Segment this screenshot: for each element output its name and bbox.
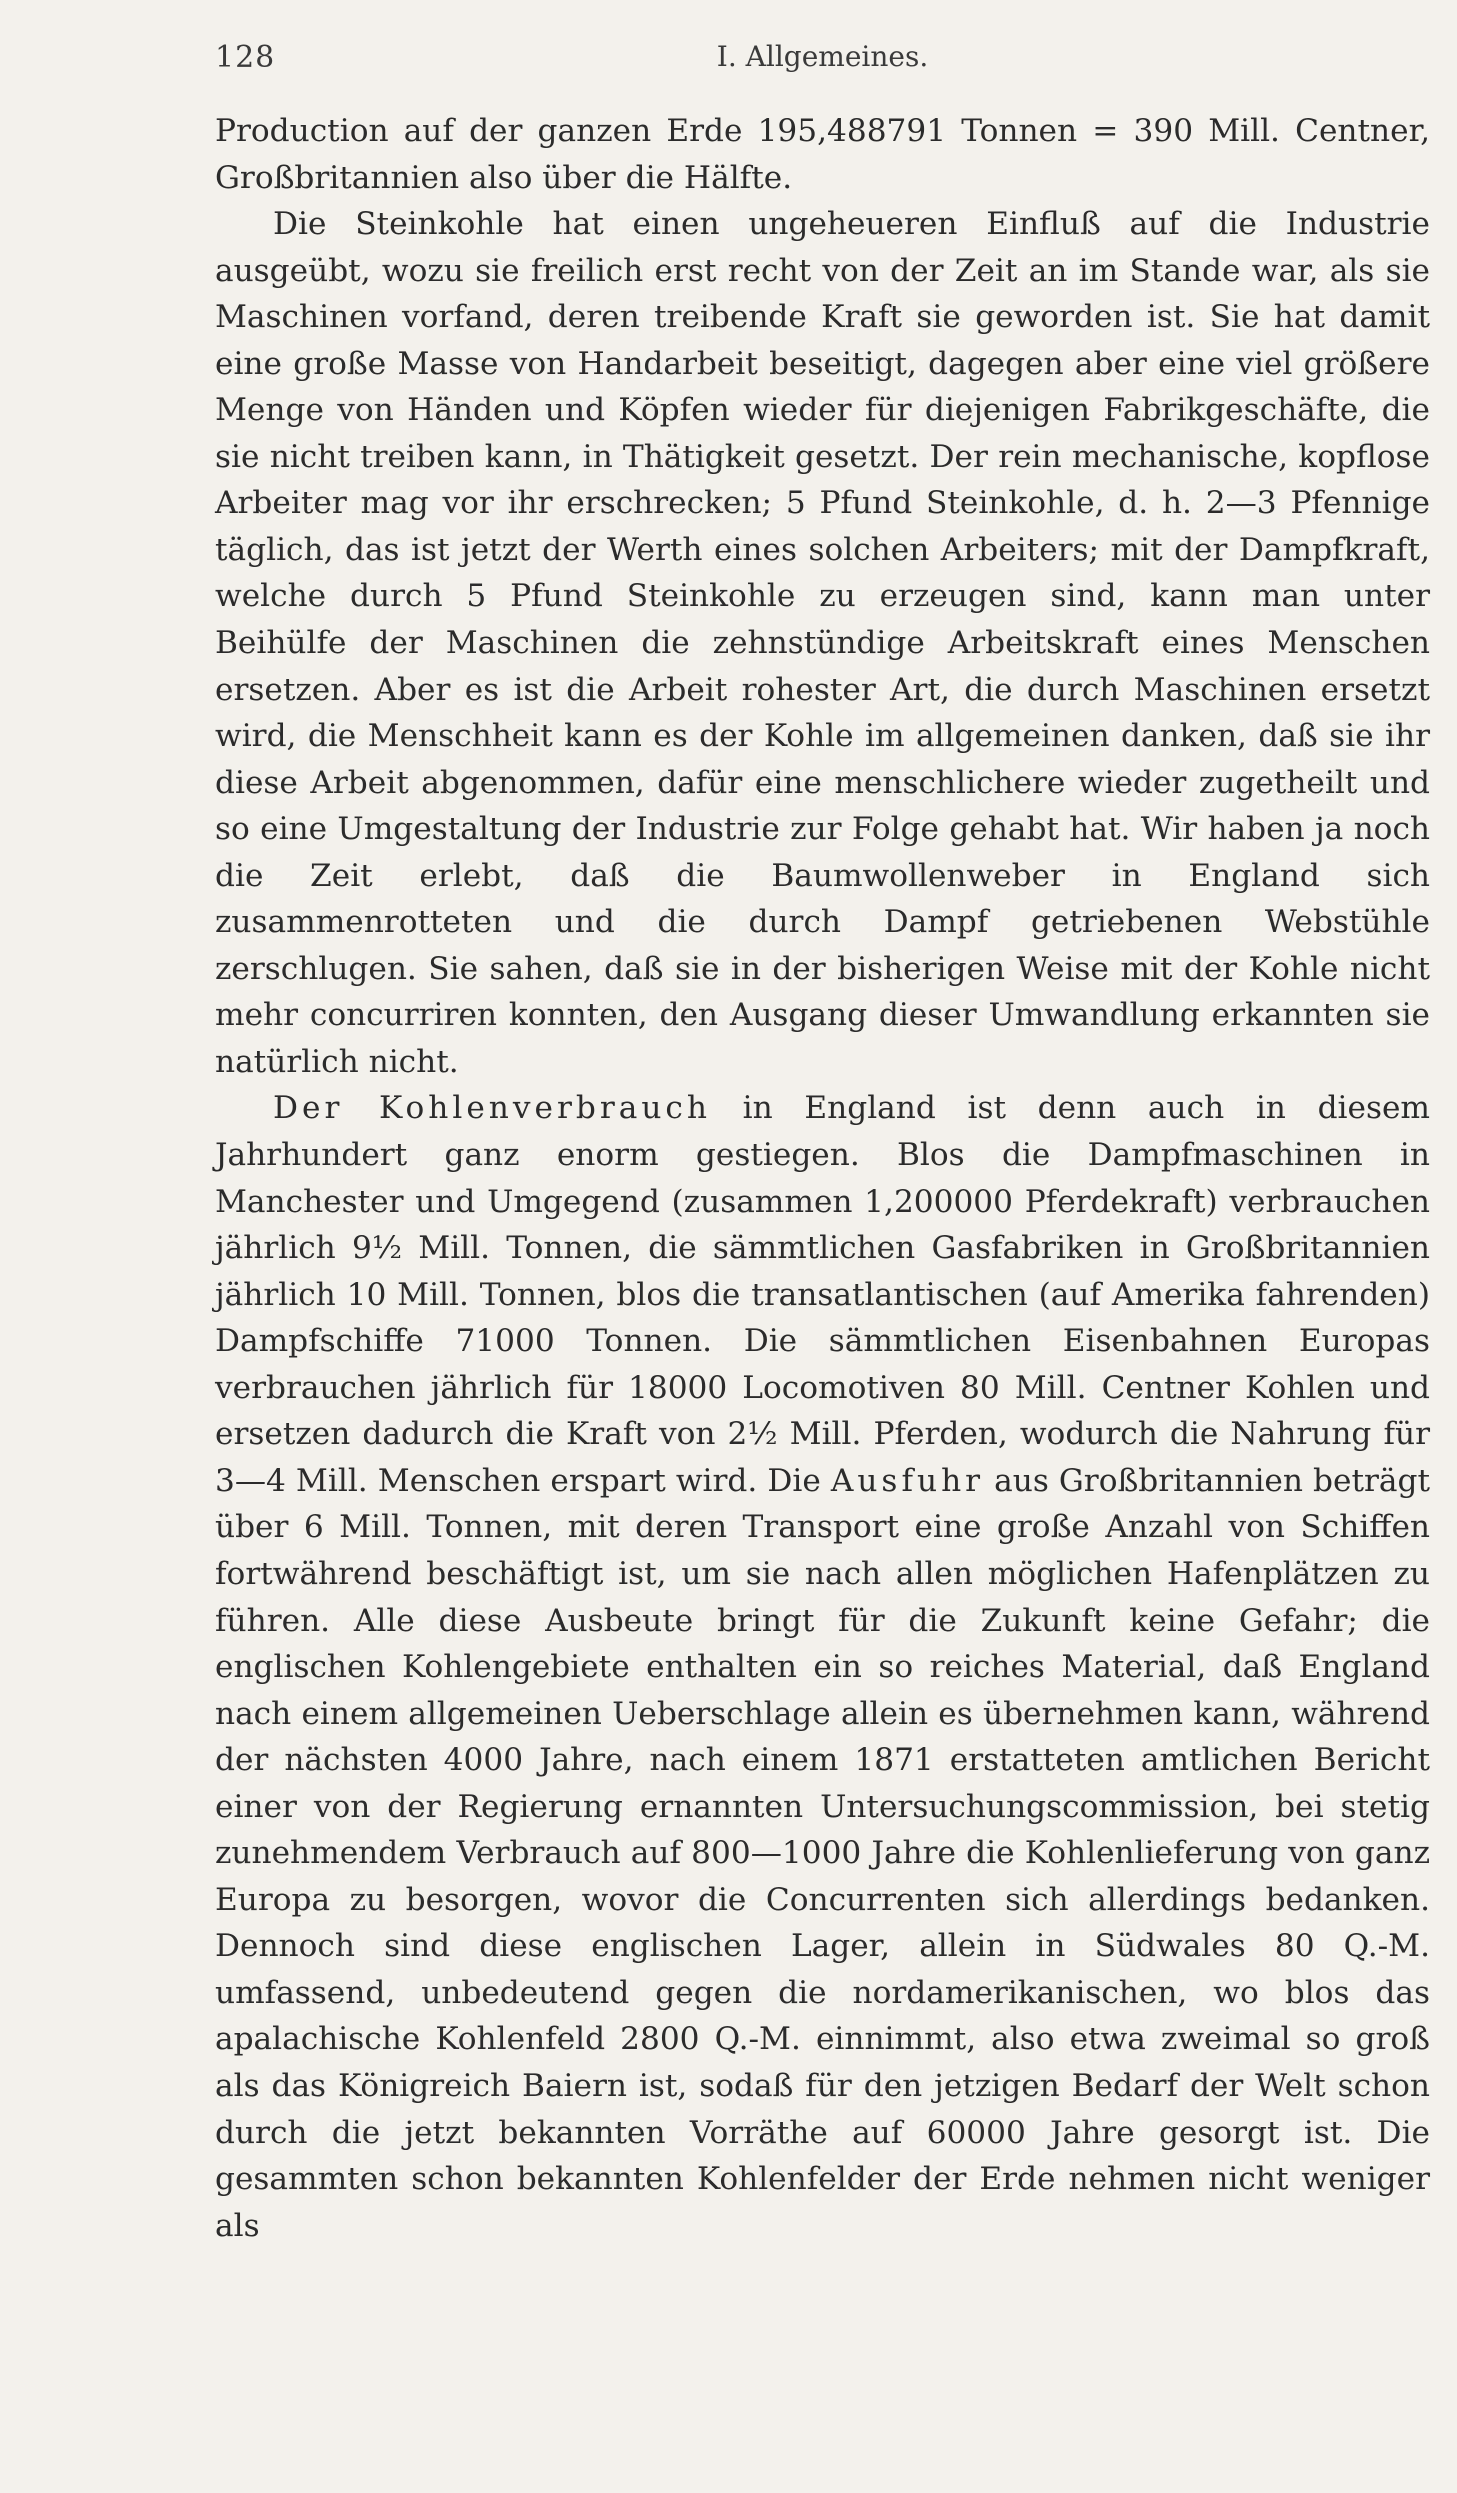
paragraph-lead-spaced: Der Kohlenverbrauch <box>273 1090 711 1127</box>
page-header <box>215 40 1430 100</box>
paragraph-text: Die Steinkohle hat einen ungeheueren Einfluß auf die Industrie ausgeübt, wozu sie freilich erst recht von der Zeit an im Stande war, als sie Maschinen vorfand, deren treibende Kraft sie geworden ist. Sie hat damit eine große Masse von Handarbeit beseitigt, dagegen aber eine viel größere Menge von Händen und Köpfen wieder für diejenigen Fabrikgeschäfte, die sie nicht treiben kann, in Thätigkeit gesetzt. Der rein mechanische, kopflose Arbeiter mag vor ihr erschrecken; 5 Pfund Steinkohle, d. h. 2—3 Pfennige täglich, das ist jetzt der Werth eines solchen Arbeiters; mit der Dampfkraft, welche durch 5 Pfund Steinkohle zu erzeugen sind, kann man unter Beihülfe der Maschinen die zehnstündige Arbeitskraft eines Menschen ersetzen. Aber es ist die Arbeit rohester Art, die durch Maschinen ersetzt wird, die Menschheit kann es der Kohle im allgemeinen danken, daß sie ihr diese Arbeit abgenommen, dafür eine menschlichere wieder zugetheilt und so eine Umgestaltung der Industrie zur Folge gehabt hat. Wir haben ja noch die Zeit erlebt, daß die Baumwollenweber in England sich zusammenrotteten und die durch Dampf getriebenen Webstühle zerschlugen. Sie sahen, daß sie in der bisherigen Weise mit der Kohle nicht mehr concurriren konnten, den Ausgang dieser Umwandlung erkannten sie natürlich nicht. <box>215 206 1430 1080</box>
paragraph-text: in England ist denn auch in diesem Jahrhundert ganz enorm gestiegen. Blos die Dampfmaschinen in Manchester und Umgegend (zusammen 1,200000 Pferdekraft) verbrauchen jährlich 9½ Mill. Tonnen, die sämmtlichen Gasfabriken in Großbritannien jährlich 10 Mill. Tonnen, blos die transatlantischen (auf Amerika fahrenden) Dampfschiffe 71000 Tonnen. Die sämmtlichen Eisenbahnen Europas verbrauchen jährlich für 18000 Locomotiven 80 Mill. Centner Kohlen und ersetzen dadurch die Kraft von 2½ Mill. Pferden, wodurch die Nahrung für 3—4 Mill. Menschen erspart wird. Die <box>215 1090 1430 1499</box>
body-text <box>215 108 1430 2249</box>
page-number: 128 <box>215 40 276 75</box>
paragraph-2 <box>215 201 1430 1085</box>
paragraph-1 <box>215 108 1430 201</box>
paragraph-text: Production auf der ganzen Erde 195,488791 Tonnen = 390 Mill. Centner, Großbritannien also über die Hälfte. <box>215 113 1430 196</box>
paragraph-text-continued: aus Großbritannien beträgt über 6 Mill. Tonnen, mit deren Transport eine große Anzahl von Schiffen fortwährend beschäftigt ist, um sie nach allen möglichen Hafenplätzen zu führen. Alle diese Ausbeute bringt für die Zukunft keine Gefahr; die englischen Kohlengebiete enthalten ein so reiches Material, daß England nach einem allgemeinen Ueberschlage allein es übernehmen kann, während der nächsten 4000 Jahre, nach einem 1871 erstatteten amtlichen Bericht einer von der Regierung ernannten Untersuchungscommission, bei stetig zunehmendem Verbrauch auf 800—1000 Jahre die Kohlenlieferung von ganz Europa zu besorgen, wovor die Concurrenten sich allerdings bedanken. Dennoch sind diese englischen Lager, allein in Südwales 80 Q.-M. umfassend, unbedeutend gegen die nordamerikanischen, wo blos das apalachische Kohlenfeld 2800 Q.-M. einnimmt, also etwa zweimal so groß als das Königreich Baiern ist, sodaß für den jetzigen Bedarf der Welt schon durch die jetzt bekannten Vorräthe auf 60000 Jahre gesorgt ist. Die gesammten schon bekannten Kohlenfelder der Erde nehmen nicht weniger als <box>215 1462 1430 2244</box>
paragraph-3 <box>215 1085 1430 2249</box>
running-head: I. Allgemeines. <box>716 40 929 73</box>
paragraph-inline-spaced: Ausfuhr <box>830 1462 985 1499</box>
